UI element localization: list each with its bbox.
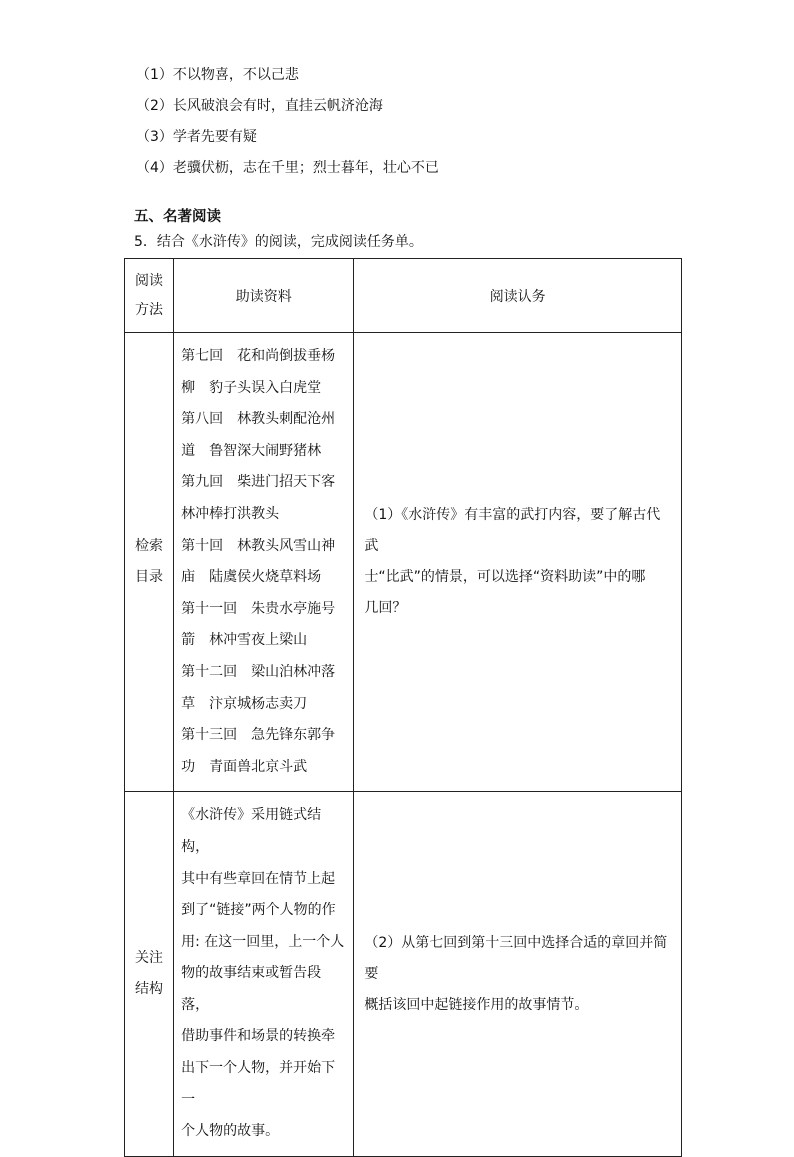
resource-line: 第七回 花和尚倒拔垂杨	[181, 348, 336, 364]
header-method-line-1: 阅读	[135, 272, 164, 289]
header-method	[125, 259, 174, 333]
resource-line: 庙 陆虞侯火烧草料场	[181, 569, 322, 586]
reading-task-table	[124, 258, 682, 1157]
task-cell	[354, 333, 682, 792]
resource-line: 柳 豹子头误入白虎堂	[181, 379, 322, 396]
resource-line: 林冲棒打洪教头	[181, 505, 280, 522]
resource-line: 《水浒传》采用链式结构，	[181, 807, 322, 855]
resource-cell	[174, 333, 354, 792]
resource-line: 第九回 柴进门招天下客	[181, 474, 336, 491]
task-cell	[354, 792, 682, 1157]
resource-line: 第十二回 梁山泊林冲落	[181, 663, 336, 680]
method-line-1: 检索	[135, 538, 164, 555]
resource-line: 第八回 林教头刺配沧州	[181, 411, 336, 428]
header-resource: 助读资料	[174, 259, 354, 333]
task-line: （2）从第七回到第十三回中选择合适的章回并简要	[364, 934, 668, 982]
resource-line: 个人物的故事。	[181, 1123, 280, 1140]
resource-line: 第十回 林教头风雪山神	[181, 537, 336, 554]
section-title: 五、名著阅读	[134, 209, 221, 225]
resource-line: 道 鲁智深大闹野猪林	[181, 442, 322, 459]
task-line: （1）《水浒传》有丰富的武打内容，要了解古代武	[364, 507, 661, 555]
answer-line-3: （3）学者先要有疑	[136, 129, 257, 145]
answer-line-2: （2）长风破浪会有时，直挂云帆济沧海	[136, 98, 383, 114]
resource-line: 第十一回 朱贵水亭施号	[181, 600, 336, 617]
resource-line: 草 汴京城杨志卖刀	[181, 695, 308, 712]
header-task: 阅读认务	[354, 259, 682, 333]
resource-line: 箭 林冲雪夜上梁山	[181, 632, 308, 649]
task-line: 概括该回中起链接作用的故事情节。	[364, 996, 589, 1013]
resource-line: 出下一个人物，并开始下一	[181, 1060, 336, 1108]
resource-line: 功 青面兽北京斗武	[181, 758, 308, 775]
method-cell	[125, 792, 174, 1157]
method-line-2: 目录	[135, 569, 164, 586]
resource-cell	[174, 792, 354, 1157]
table-header-row	[125, 259, 682, 333]
table-row	[125, 333, 682, 792]
header-method-line-2: 方法	[135, 301, 164, 318]
answer-list	[136, 64, 439, 188]
task-line: 几回？	[364, 600, 407, 617]
resource-line: 到了“链接”两个人物的作	[181, 902, 336, 919]
resource-line: 借助事件和场景的转换牵	[181, 1028, 336, 1045]
task-line: 士“比武”的情景，可以选择“资料助读”中的哪	[364, 569, 646, 586]
resource-line: 其中有些章回在情节上起	[181, 870, 336, 887]
answer-line-1: （1）不以物喜，不以己悲	[136, 67, 299, 83]
resource-line: 第十三回 急先锋东郭争	[181, 727, 336, 744]
resource-line: 用: 在这一回里，上一个人	[181, 933, 345, 950]
method-line-1: 关注	[135, 950, 164, 967]
answer-line-4: （4）老骥伏枥，志在千里；烈士暮年，壮心不已	[136, 160, 439, 176]
method-cell	[125, 333, 174, 792]
question-prompt: 5．结合《水浒传》的阅读，完成阅读任务单。	[134, 234, 423, 250]
resource-line: 物的故事结束或暂告段落，	[181, 965, 322, 1013]
method-line-2: 结构	[135, 981, 164, 998]
table-row	[125, 792, 682, 1157]
